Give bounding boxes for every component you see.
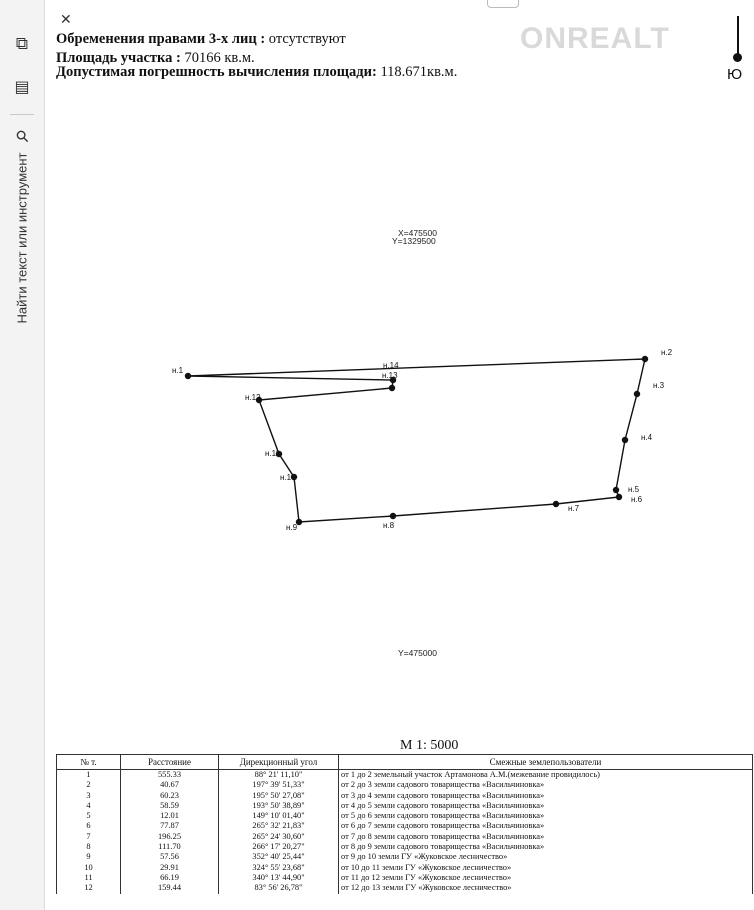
cell-bearing: 340° 13' 44,90" — [219, 873, 339, 883]
boundary-point-label: н.10 — [280, 473, 296, 482]
table-row — [57, 821, 753, 831]
boundary-point-label: н.7 — [568, 504, 580, 513]
cell-distance: 159.44 — [121, 883, 219, 893]
cell-bearing: 265° 32' 21,83" — [219, 821, 339, 831]
cell-distance: 29.91 — [121, 863, 219, 873]
boundary-point — [389, 385, 395, 391]
cell-point-no: 2 — [57, 780, 121, 790]
boundary-point-label: н.8 — [383, 521, 395, 530]
cell-point-no: 8 — [57, 842, 121, 852]
boundary-point-label: н.9 — [286, 523, 298, 532]
cell-point-no: 6 — [57, 821, 121, 831]
thumbnails-icon[interactable]: ▤ — [14, 76, 30, 96]
boundary-table — [56, 754, 753, 894]
search-text-tool[interactable]: Найти текст или инструмент — [14, 152, 30, 324]
boundary-point — [616, 494, 622, 500]
cell-distance: 57.56 — [121, 852, 219, 862]
table-header-row — [57, 755, 753, 770]
cell-bearing: 324° 55' 23,68" — [219, 863, 339, 873]
boundary-point-label: н.3 — [653, 381, 665, 390]
north-label: Ю — [727, 66, 743, 83]
pages-icon[interactable]: ⧉ — [15, 34, 29, 54]
cell-neighbors: от 1 до 2 земельный участок Артамонова А.М.(межевание провидилось) — [339, 770, 753, 781]
table-row — [57, 811, 753, 821]
scale-label: М 1: 5000 — [400, 738, 459, 753]
cell-point-no: 9 — [57, 852, 121, 862]
cell-distance: 12.01 — [121, 811, 219, 821]
cell-neighbors: от 3 до 4 земли садового товарищества «Васильчиновка» — [339, 791, 753, 801]
cell-point-no: 5 — [57, 811, 121, 821]
cell-distance: 58.59 — [121, 801, 219, 811]
table-row — [57, 852, 753, 862]
cell-bearing: 193° 50' 38,89" — [219, 801, 339, 811]
cell-bearing: 195° 50' 27,08" — [219, 791, 339, 801]
cell-distance: 555.33 — [121, 770, 219, 781]
table-row — [57, 842, 753, 852]
cell-bearing: 265° 24' 30,60" — [219, 832, 339, 842]
cell-point-no: 11 — [57, 873, 121, 883]
header-point-no: № т. — [57, 755, 121, 770]
encumbrance-value: отсутствуют — [265, 31, 346, 47]
boundary-point-label: н.1 — [172, 366, 184, 375]
boundary-point — [185, 373, 191, 379]
boundary-point — [622, 437, 628, 443]
cell-point-no: 4 — [57, 801, 121, 811]
boundary-point-label: н.14 — [383, 361, 399, 370]
cell-point-no: 3 — [57, 791, 121, 801]
header-bearing: Дирекционный угол — [219, 755, 339, 770]
boundary-point-label: н.11 — [265, 449, 280, 458]
cell-neighbors: от 6 до 7 земли садового товарищества «Васильчиновка» — [339, 821, 753, 831]
cell-neighbors: от 11 до 12 земли ГУ «Жуковское лесничество» — [339, 873, 753, 883]
cell-distance: 196.25 — [121, 832, 219, 842]
cell-point-no: 1 — [57, 770, 121, 781]
grid-coord-bottom: Y=475000 — [398, 648, 437, 658]
boundary-point — [613, 487, 619, 493]
cell-bearing: 88° 21' 11,10" — [219, 770, 339, 781]
cell-neighbors: от 5 до 6 земли садового товарищества «Васильчиновка» — [339, 811, 753, 821]
tolerance-label: Допустимая погрешность вычисления площади: — [56, 64, 377, 80]
grid-coord-x: X=475500 — [398, 228, 437, 238]
cell-neighbors: от 9 до 10 земли ГУ «Жуковское лесничество» — [339, 852, 753, 862]
watermark-logo: ONREALT — [520, 22, 670, 55]
boundary-point-label: н.2 — [661, 348, 673, 357]
cell-bearing: 197° 39' 51,33" — [219, 780, 339, 790]
header-distance: Расстояние — [121, 755, 219, 770]
table-row — [57, 873, 753, 883]
cell-neighbors: от 2 до 3 земли садового товарищества «Васильчиновка» — [339, 780, 753, 790]
boundary-point-label: н.12 — [245, 393, 261, 402]
cell-neighbors: от 4 до 5 земли садового товарищества «Васильчиновка» — [339, 801, 753, 811]
cell-point-no: 7 — [57, 832, 121, 842]
table-row — [57, 791, 753, 801]
table-row — [57, 780, 753, 790]
tolerance-value: 118.671кв.м. — [376, 64, 458, 80]
encumbrance-label: Обременения правами 3-х лиц : — [56, 31, 266, 47]
boundary-point-label: н.13 — [382, 371, 398, 380]
boundary-point-label: н.5 — [628, 485, 640, 494]
boundary-point — [642, 356, 648, 362]
table-row — [57, 832, 753, 842]
cell-neighbors: от 12 до 13 земли ГУ «Жуковское лесничество» — [339, 883, 753, 893]
cell-neighbors: от 8 до 9 земли садового товарищества «Васильчиновка» — [339, 842, 753, 852]
area-value: 70166 кв.м. — [180, 50, 255, 66]
cell-neighbors: от 7 до 8 земли садового товарищества «Васильчиновка» — [339, 832, 753, 842]
boundary-point-label: н.4 — [641, 433, 653, 442]
cell-distance: 66.19 — [121, 873, 219, 883]
close-icon[interactable]: ✕ — [60, 12, 72, 28]
cell-bearing: 266° 17' 20,27" — [219, 842, 339, 852]
table-row — [57, 883, 753, 893]
search-icon[interactable]: ⚲ — [11, 125, 33, 147]
boundary-point — [390, 513, 396, 519]
cell-distance: 60.23 — [121, 791, 219, 801]
table-row — [57, 801, 753, 811]
plot-boundary — [188, 359, 645, 522]
cell-point-no: 10 — [57, 863, 121, 873]
cell-bearing: 352° 40' 25,44" — [219, 852, 339, 862]
cell-neighbors: от 10 до 11 земли ГУ «Жуковское лесничество» — [339, 863, 753, 873]
cell-distance: 77.87 — [121, 821, 219, 831]
cell-bearing: 149° 10' 01,40" — [219, 811, 339, 821]
cell-bearing: 83° 56' 26,78" — [219, 883, 339, 893]
grid-coord-y: Y=1329500 — [392, 236, 436, 246]
boundary-point — [634, 391, 640, 397]
table-row — [57, 770, 753, 781]
area-label: Площадь участка : — [56, 50, 181, 66]
cell-distance: 40.67 — [121, 780, 219, 790]
header-neighbors: Смежные землепользователи — [339, 755, 753, 770]
table-row — [57, 863, 753, 873]
boundary-point — [553, 501, 559, 507]
boundary-point-label: н.6 — [631, 495, 643, 504]
cell-distance: 111.70 — [121, 842, 219, 852]
cell-point-no: 12 — [57, 883, 121, 893]
